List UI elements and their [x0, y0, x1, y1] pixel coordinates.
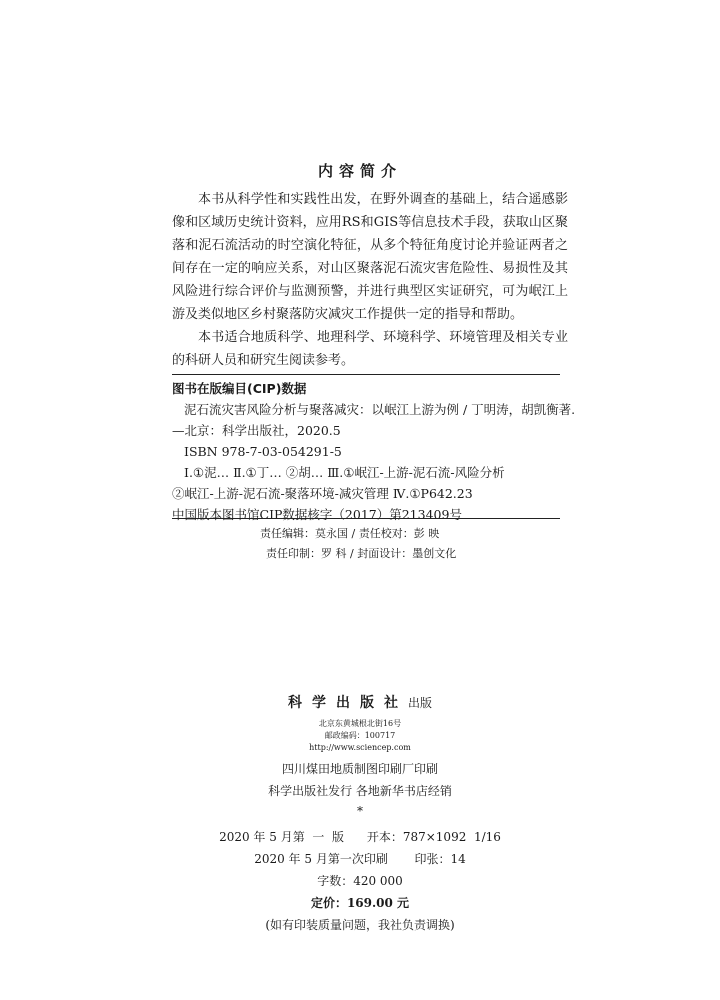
distributor-line: 科学出版社发行 各地新华书店经销 [268, 784, 452, 798]
cip-block [172, 378, 576, 525]
cip-bottom-rule [172, 518, 560, 519]
publisher-name-suffix: 出版 [407, 696, 432, 710]
credits-block [0, 524, 720, 564]
cip-heading: 图书在版编目(CIP)数据 [172, 381, 307, 396]
cip-publisher-line: —北京：科学出版社，2020.5 [172, 423, 341, 438]
cip-isbn: ISBN 978-7-03-054291-5 [184, 444, 342, 459]
publisher-name-line [0, 692, 720, 712]
publisher-name: 科学出版社 [287, 695, 408, 711]
separator-star: * [357, 804, 363, 818]
intro-section [172, 188, 568, 372]
intro-paragraph-2: 本书适合地质科学、地理科学、环境科学、环境管理及相关专业的科研人员和研究生阅读参考。 [172, 330, 568, 368]
cip-title-line: 泥石流灾害风险分析与聚落减灾：以岷江上游为例 / 丁明涛，胡凯衡著. [184, 402, 576, 417]
cip-subject-line-2: ②岷江-上游-泥石流-聚落环境-减灾管理 Ⅳ.①P642.23 [172, 486, 473, 501]
cip-record-number: 中国版本图书馆CIP数据核字（2017）第213409号 [172, 507, 462, 522]
intro-paragraph-1: 本书从科学性和实践性出发，在野外调查的基础上，结合遥感影像和区域历史统计资料，应用RS和GIS等信息技术手段，获取山区聚落和泥石流活动的时空演化特征，从多个特征角度讨论并验证两者之间存在一定的响应关系，对山区聚落泥石流灾害危险性、易损性及其风险进行综合评价与监测预警，并进行典型区实证研究，可为岷江上游及类似地区乡村聚落防灾减灾工作提供一定的指导和帮助。 [172, 192, 568, 322]
publisher-url: http://www.sciencep.com [309, 743, 411, 752]
cip-subject-line-1: Ⅰ.①泥… Ⅱ.①丁… ②胡… Ⅲ.①岷江-上游-泥石流-风险分析 [184, 465, 505, 480]
intro-title: 内容简介 [317, 162, 402, 180]
publisher-postcode: 邮政编码：100717 [324, 731, 396, 740]
quality-note: (如有印装质量问题，我社负责调换) [265, 918, 455, 932]
production-credits: 责任印制：罗 科 / 封面设计：墨创文化 [266, 547, 457, 560]
printing-row: 2020 年 5 月第一次印刷 印张：14 [254, 852, 466, 866]
editor-credits: 责任编辑：莫永国 / 责任校对：彭 映 [260, 527, 440, 540]
printer-line: 四川煤田地质制图印刷厂印刷 [281, 762, 438, 776]
edition-row: 2020 年 5 月第 一 版 开本：787×1092 1/16 [219, 830, 501, 844]
publisher-address: 北京东黄城根北街16号 [318, 719, 402, 728]
price: 定价：169.00 元 [310, 896, 410, 910]
word-count: 字数：420 000 [317, 874, 403, 888]
cip-top-rule [172, 374, 560, 375]
edition-specs [0, 826, 720, 936]
publisher-block [0, 692, 720, 936]
